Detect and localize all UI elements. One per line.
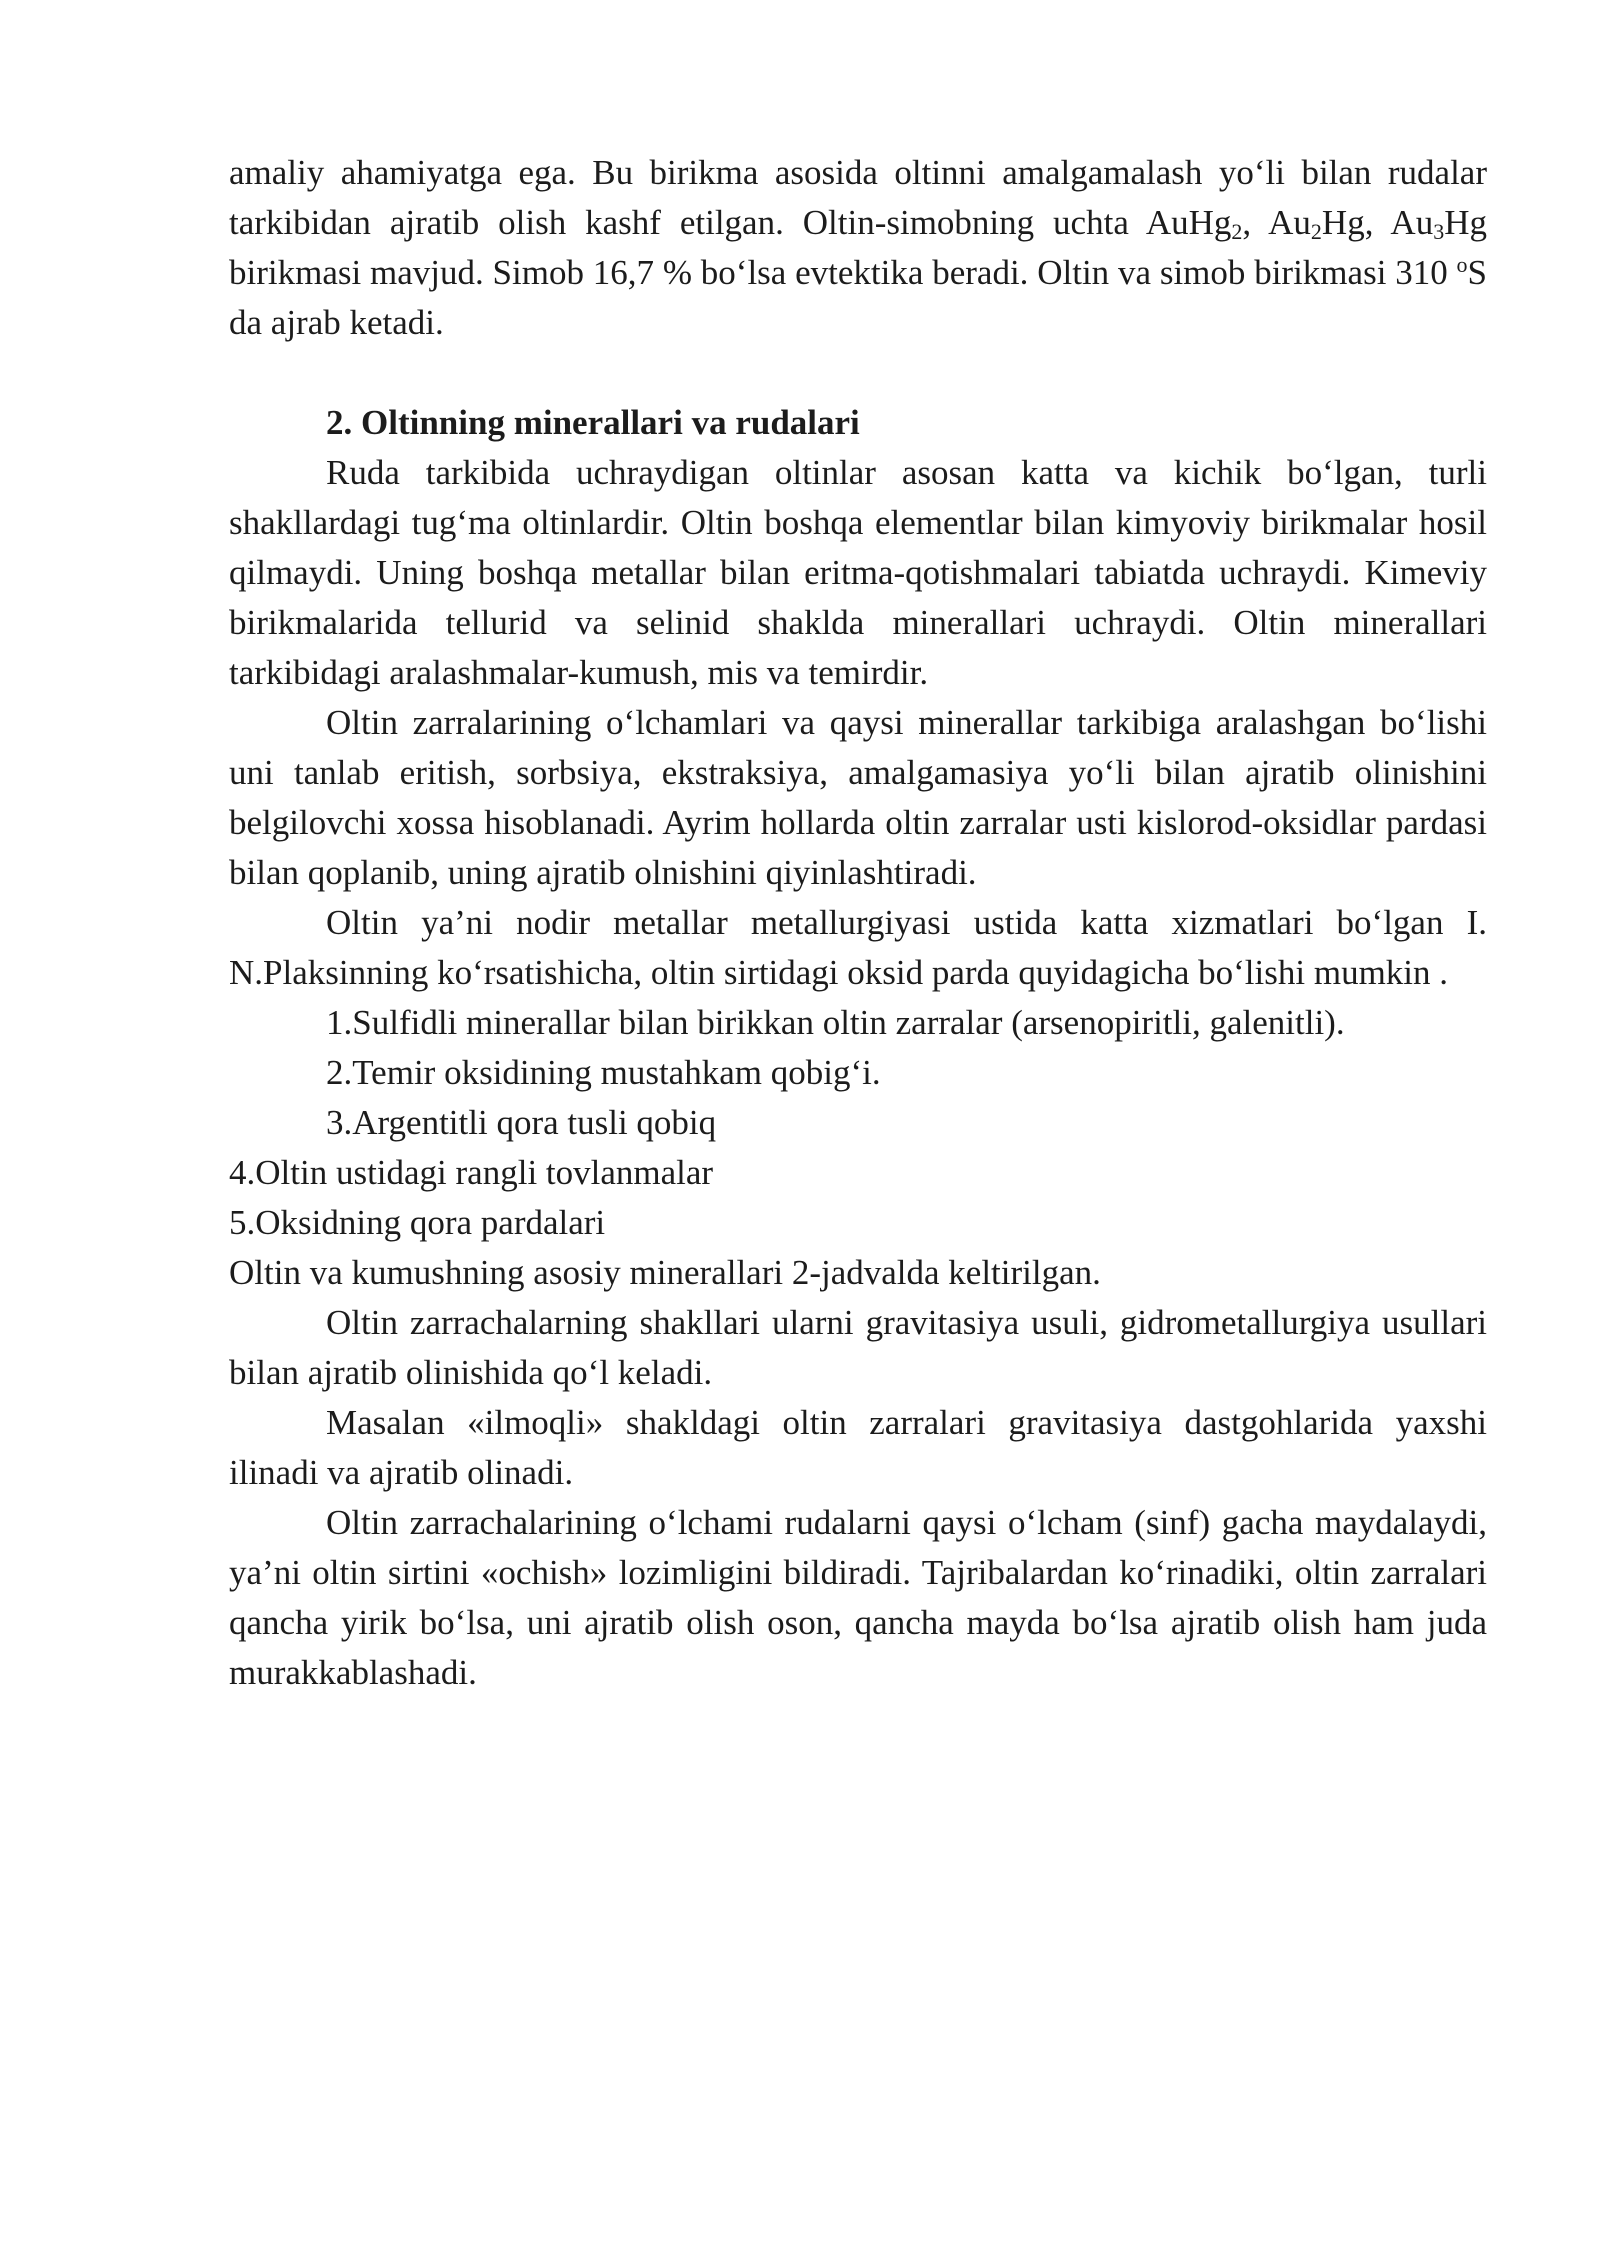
list-item: 1.Sulfidli minerallar bilan birikkan oltin zarralar (arsenopiritli, galenitli). [326, 1003, 1345, 1042]
paragraph: Oltin zarrachalarning shakllari ularni gravitasiya usuli, gidrometallurgiya usullari bilan ajratib olinishida qo‘l keladi. [229, 1303, 1487, 1392]
paragraph: Oltin zarrachalarining o‘lchami rudalarni qaysi o‘lcham (sinf) gacha maydalaydi, ya’ni oltin sirtini «ochish» lozimligini bildiradi. Tajribalardan ko‘rinadiki, oltin zarralari qancha yirik bo‘lsa, uni ajratib olish oson, qancha mayda bo‘lsa ajratib olish ham juda murakkablashadi. [229, 1503, 1487, 1692]
list-item: 4.Oltin ustidagi rangli tovlanmalar [229, 1153, 714, 1192]
intro-text-4: Hg birikmasi mavjud. Simob 16,7 % bo‘lsa evtektika beradi. Oltin va simob birikmasi 310 [229, 203, 1487, 292]
intro-text-3: Hg, Au [1321, 203, 1434, 242]
degree-superscript: o [1456, 252, 1468, 277]
intro-paragraph [229, 148, 1487, 348]
spacer [229, 348, 1487, 398]
intro-text-2: , Au [1242, 203, 1311, 242]
paragraph: Masalan «ilmoqli» shakldagi oltin zarralari gravitasiya dastgohlarida yaxshi ilinadi va ajratib olinadi. [229, 1403, 1487, 1492]
paragraph: Ruda tarkibida uchraydigan oltinlar asosan katta va kichik bo‘lgan, turli shakllardagi tug‘ma oltinlardir. Oltin boshqa elementlar bilan kimyoviy birikmalar hosil qilmaydi. Uning boshqa metallar bilan eritma-qotishmalari tabiatda uchraydi. Kimeviy birikmalarida tellurid va selinid shaklda minerallari uchraydi. Oltin minerallari tarkibidagi aralashmalar-kumush, mis va temirdir. [229, 453, 1487, 692]
intro-text-1: amaliy ahamiyatga ega. Bu birikma asosida oltinni amalgamalash yo‘li bilan rudalar tarkibidan ajratib olish kashf etilgan. Oltin-simobning uchta AuHg [229, 153, 1487, 242]
list-item: 5.Oksidning qora pardalari [229, 1203, 606, 1242]
paragraph: Oltin ya’ni nodir metallar metallurgiyasi ustida katta xizmatlari bo‘lgan I. N.Plaksinning ko‘rsatishicha, oltin sirtidagi oksid parda quyidagicha bo‘lishi mumkin . [229, 903, 1487, 992]
list-item: 2.Temir oksidining mustahkam qobig‘i. [326, 1053, 881, 1092]
subscript-2: 2 [1231, 219, 1243, 244]
paragraph: Oltin zarralarining o‘lchamlari va qaysi minerallar tarkibiga aralashgan bo‘lishi uni tanlab eritish, sorbsiya, ekstraksiya, amalgamasiya yo‘li bilan ajratib olinishini belgilovchi xossa hisoblanadi. Ayrim hollarda oltin zarralar usti kislorod-oksidlar pardasi bilan qoplanib, uning ajratib olnishini qiyinlashtiradi. [229, 703, 1487, 892]
list-item: 3.Argentitli qora tusli qobiq [326, 1103, 717, 1142]
subscript-2b: 2 [1310, 219, 1322, 244]
section-heading: 2. Oltinning minerallari va rudalari [326, 403, 860, 442]
intro-text-5: S da ajrab ketadi. [229, 253, 1487, 342]
table-reference-line: Oltin va kumushning asosiy minerallari 2-jadvalda keltirilgan. [229, 1253, 1101, 1292]
subscript-3: 3 [1433, 219, 1445, 244]
document-page [229, 148, 1487, 1698]
